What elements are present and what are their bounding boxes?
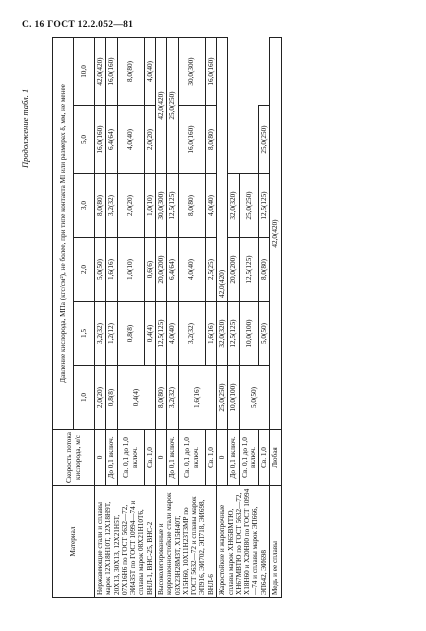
value-cell: 12,5(125) bbox=[259, 174, 270, 238]
header-speed: Скорость потока кислорода, м/с bbox=[53, 430, 95, 486]
value-cell: 8,0(80) bbox=[178, 174, 205, 238]
value-cell: 0,8(8) bbox=[117, 302, 144, 366]
speed-cell: 0 bbox=[216, 430, 227, 486]
speed-cell: Любая bbox=[270, 430, 281, 486]
header-thickness: 5,0 bbox=[74, 106, 95, 174]
value-cell: 5,0(50) bbox=[95, 238, 106, 302]
value-cell: 4,0(40) bbox=[167, 302, 178, 366]
empty-cell bbox=[228, 37, 239, 173]
value-cell: 2,0(20) bbox=[117, 174, 144, 238]
value-cell: 42,0(420) bbox=[95, 37, 106, 105]
table-row bbox=[95, 37, 106, 597]
speed-cell: До 0,1 включ. bbox=[167, 430, 178, 486]
value-cell: 1,0(10) bbox=[117, 238, 144, 302]
value-cell: 1,6(16) bbox=[205, 302, 216, 366]
speed-cell: 0 bbox=[95, 430, 106, 486]
value-cell: 25,0(250) bbox=[259, 106, 270, 174]
speed-cell: Св. 0,1 до 1,0 включ. bbox=[117, 430, 144, 486]
header-material: Материал bbox=[53, 486, 95, 598]
value-cell: 3,2(32) bbox=[95, 302, 106, 366]
value-cell: 3,2(32) bbox=[178, 302, 205, 366]
value-cell: 4,0(40) bbox=[117, 106, 144, 174]
value-cell: 0,4(4) bbox=[144, 302, 155, 366]
value-cell: 6,4(64) bbox=[106, 106, 117, 174]
value-cell: 12,5(125) bbox=[167, 174, 178, 238]
value-cell: 12,5(125) bbox=[239, 238, 259, 302]
value-cell: 4,0(40) bbox=[205, 174, 216, 238]
speed-cell: До 0,1 включ. bbox=[228, 430, 239, 486]
value-cell: 42,0(420) bbox=[270, 37, 281, 429]
speed-cell: До 0,1 включ. bbox=[106, 430, 117, 486]
speed-cell: 0 bbox=[155, 430, 166, 486]
header-pressure-group: Давление кислорода, МПа (кгс/см²), не более, при типе контакта Ml или размерах δ, мм, не менее bbox=[53, 37, 74, 429]
value-cell: 0,8(8) bbox=[106, 366, 117, 430]
value-cell: 25,0(250) bbox=[239, 174, 259, 238]
value-cell: 10,0(100) bbox=[228, 366, 239, 430]
value-cell: 16,0(160) bbox=[95, 106, 106, 174]
value-cell: 1,6(16) bbox=[178, 366, 216, 430]
header-thickness: 10,0 bbox=[74, 37, 95, 105]
rotated-table-block bbox=[20, 33, 412, 598]
empty-cell bbox=[259, 37, 270, 105]
value-cell: 16,0(160) bbox=[205, 37, 216, 105]
empty-cell bbox=[239, 37, 259, 173]
table-row bbox=[270, 37, 281, 597]
table-row bbox=[155, 37, 166, 597]
value-cell: 2,0(20) bbox=[144, 106, 155, 174]
header-thickness: 2,0 bbox=[74, 238, 95, 302]
value-cell: 32,0(320) bbox=[228, 174, 239, 238]
table-continuation-label: Продолжение табл. 1 bbox=[20, 88, 30, 168]
value-cell: 30,0(300) bbox=[155, 174, 166, 238]
value-cell: 12,5(125) bbox=[228, 302, 239, 366]
value-cell: 3,2(32) bbox=[106, 174, 117, 238]
value-cell: 2,0(20) bbox=[95, 366, 106, 430]
table-row bbox=[216, 37, 227, 597]
value-cell: 30,0(300) bbox=[178, 37, 205, 105]
value-cell: 16,0(160) bbox=[106, 37, 117, 105]
value-cell: 5,0(50) bbox=[259, 302, 270, 366]
value-cell: 1,2(12) bbox=[106, 302, 117, 366]
speed-cell: Св. 1,0 bbox=[259, 430, 270, 486]
value-cell: 42,0(420) bbox=[216, 37, 227, 301]
value-cell: 10,0(100) bbox=[239, 302, 259, 366]
value-cell: 16,0(160) bbox=[178, 106, 205, 174]
value-cell: 20,0(200) bbox=[228, 238, 239, 302]
header-row-1 bbox=[53, 37, 74, 597]
value-cell: 25,0(250) bbox=[167, 37, 178, 173]
value-cell: 32,0(320) bbox=[216, 302, 227, 366]
page-header: С. 16 ГОСТ 12.2.052—81 bbox=[22, 20, 134, 30]
value-cell: 8,0(80) bbox=[205, 106, 216, 174]
material-cell: Медь и ее сплавы bbox=[270, 486, 281, 598]
material-cell: Жаростойкие и жаропрочные сплавы марок ХН65ВМТЮ, ХН67МВТЮ по ГОСТ 5632—72, Х18Н60 и Х20Н80 по ГОСТ 10994—74 и сплавы марок ЭП666, ЭП642, ЭИ698 bbox=[216, 486, 269, 598]
value-cell: 8,0(80) bbox=[95, 174, 106, 238]
header-thickness: 3,0 bbox=[74, 174, 95, 238]
header-thickness: 1,0 bbox=[74, 366, 95, 430]
value-cell: 3,2(32) bbox=[167, 366, 178, 430]
material-cell: Нержавеющие стали и сплавы марок 12Х18Н10Т, 12Х18Н9Т, 20Х13, 30Х13, 12Х21Н5Т, 07Х16Н6 по ГОСТ 5632—72, ЭИ435Т по ГОСТ 10994—74 и сплавы марок 08Х21Н10Т6, ВНЛ-1, ВНС-25, ВНС-2 bbox=[95, 486, 156, 598]
speed-cell: Св. 0,1 до 1,0 включ. bbox=[239, 430, 259, 486]
value-cell: 8,0(80) bbox=[155, 366, 166, 430]
speed-cell: Св. 1,0 bbox=[205, 430, 216, 486]
value-cell: 0,4(4) bbox=[117, 366, 155, 430]
speed-cell: Св. 1,0 bbox=[144, 430, 155, 486]
pressure-table bbox=[52, 37, 282, 598]
value-cell: 25,0(250) bbox=[216, 366, 227, 430]
value-cell: 4,0(40) bbox=[178, 238, 205, 302]
header-thickness: 1,5 bbox=[74, 302, 95, 366]
value-cell: 8,0(80) bbox=[117, 37, 144, 105]
value-cell: 12,5(125) bbox=[155, 302, 166, 366]
value-cell: 5,0(50) bbox=[239, 366, 270, 430]
value-cell: 4,0(40) bbox=[144, 37, 155, 105]
value-cell: 0,6(6) bbox=[144, 238, 155, 302]
material-cell: Высоколегированные и коррозионностойкие стали марок 03Х23Н28М3Т, Х15Н40Т, Х15Н60, 10Х11Н23Т3МР по ГОСТ 5632—72 и сплавы марок ЭП916, ЭИ702, ЭП718, ЭИ698, ВНЛ-6 bbox=[155, 486, 216, 598]
value-cell: 1,6(16) bbox=[106, 238, 117, 302]
value-cell: 6,4(64) bbox=[167, 238, 178, 302]
value-cell: 20,0(200) bbox=[155, 238, 166, 302]
speed-cell: Св. 0,1 до 1,0 включ. bbox=[178, 430, 205, 486]
value-cell: 8,0(80) bbox=[259, 238, 270, 302]
value-cell: 42,0(420) bbox=[155, 37, 166, 173]
value-cell: 2,5(25) bbox=[205, 238, 216, 302]
value-cell: 1,0(10) bbox=[144, 174, 155, 238]
